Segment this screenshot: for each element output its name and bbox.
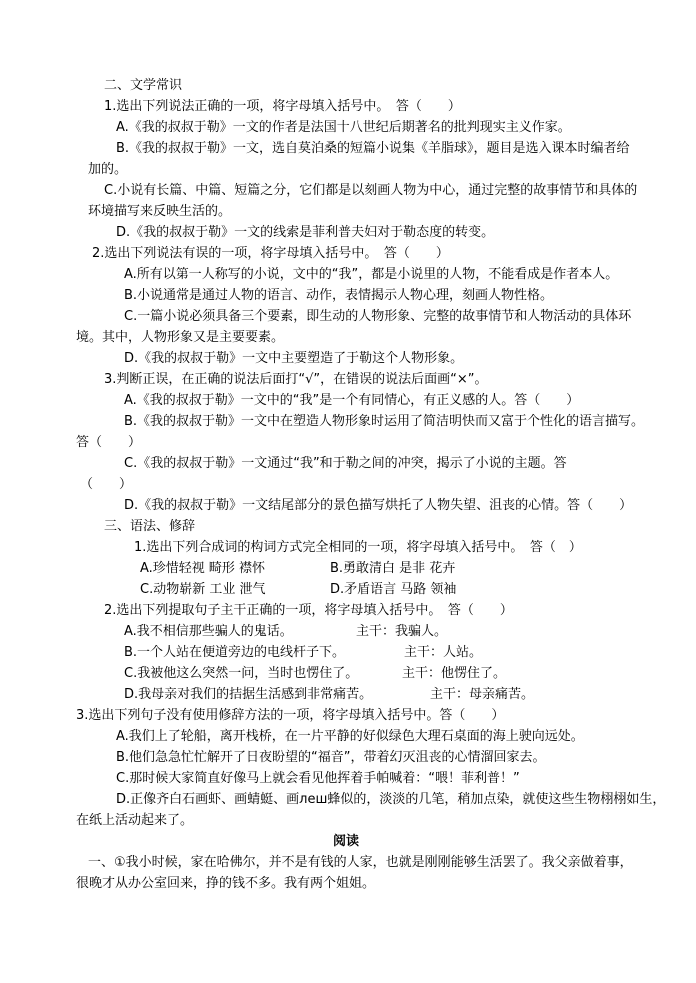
q2-2-stem: 2.选出下列说法有误的一项，将字母填入括号中。 答（ ） xyxy=(92,246,449,261)
q3-2-option-c-main: 主干：他愣住了。 xyxy=(402,666,507,681)
q2-1-option-b: B.《我的叔叔于勒》一文，选自莫泊桑的短篇小说集《羊脂球》，题目是选入课本时编者给 xyxy=(116,141,630,156)
q3-2-option-a: A.我不相信那些骗人的鬼话。 xyxy=(124,624,293,639)
q2-3-option-b-cont: 答（ ） xyxy=(76,435,142,450)
q2-1-option-a: A.《我的叔叔于勒》一文的作者是法国十八世纪后期著名的批判现实主义作家。 xyxy=(116,120,571,135)
q2-2-option-d: D.《我的叔叔于勒》一文中主要塑造了于勒这个人物形象。 xyxy=(124,351,464,366)
section-3-title: 三、语法、修辞 xyxy=(104,519,196,534)
q2-3-option-b: B.《我的叔叔于勒》一文中在塑造人物形象时运用了简洁明快而又富于个性化的语言描写。 xyxy=(124,414,645,429)
section-2-title: 二、文学常识 xyxy=(104,78,183,93)
q3-1-option-d: D.矛盾语言 马路 领袖 xyxy=(330,582,457,597)
q3-2-option-b: B.一个人站在便道旁边的电线杆子下。 xyxy=(124,645,346,660)
q2-1-option-d: D.《我的叔叔于勒》一文的线索是菲利普夫妇对于勒态度的转变。 xyxy=(116,225,495,240)
q2-2-option-b: B.小说通常是通过人物的语言、动作，表情揭示人物心理，刻画人物性格。 xyxy=(124,288,554,303)
q3-2-option-c: C.我被他这么突然一问，当时也愣住了。 xyxy=(124,666,359,681)
q3-1-option-c: C.动物崭新 工业 泄气 xyxy=(140,582,266,597)
q2-3-option-c-cont: （ ） xyxy=(80,477,133,492)
q2-2-option-c-cont: 境。其中，人物形象又是主要要素。 xyxy=(76,330,285,345)
q3-1-stem: 1.选出下列合成词的构词方式完全相同的一项，将字母填入括号中。 答（ ） xyxy=(134,540,582,555)
reading-paragraph-1-cont: 很晚才从办公室回来，挣的钱不多。我有两个姐姐。 xyxy=(76,876,376,891)
q2-3-option-c: C.《我的叔叔于勒》一文通过“我”和于勒之间的冲突，揭示了小说的主题。答 xyxy=(124,456,567,471)
q3-2-option-b-main: 主干：人站。 xyxy=(404,645,483,660)
q3-1-option-b: B.勇敢清白 是非 花卉 xyxy=(330,561,456,576)
q2-1-option-b-cont: 加的。 xyxy=(88,162,128,177)
q3-2-option-d: D.我母亲对我们的拮据生活感到非常痛苦。 xyxy=(124,687,373,702)
q2-3-option-a: A.《我的叔叔于勒》一文中的“我”是一个有同情心，有正义感的人。答（ ） xyxy=(124,393,580,408)
q3-3-option-c: C.那时候大家简直好像马上就会看见他挥着手帕喊着：“喂！菲利普！” xyxy=(116,771,520,786)
q3-3-option-d-cont: 在纸上活动起来了。 xyxy=(76,813,194,828)
q2-1-option-c-cont: 环境描写来反映生活的。 xyxy=(88,204,232,219)
q3-2-option-a-main: 主干：我骗人。 xyxy=(356,624,448,639)
q3-1-option-a: A.珍惜轻视 畸形 襟怀 xyxy=(140,561,266,576)
q3-2-stem: 2.选出下列提取句子主干正确的一项，将字母填入括号中。 答（ ） xyxy=(104,603,513,618)
q2-2-option-c: C.一篇小说必须具备三个要素，即生动的人物形象、完整的故事情节和人物活动的具体环 xyxy=(124,309,632,324)
q3-3-option-b: B.他们急急忙忙解开了日夜盼望的“福音”，带着幻灭沮丧的心情溜回家去。 xyxy=(116,750,546,765)
reading-paragraph-1: 一、①我小时候，家在哈佛尔，并不是有钱的人家，也就是刚刚能够生活罢了。我父亲做着事， xyxy=(88,855,633,870)
q2-2-option-a: A.所有以第一人称写的小说，文中的“我”，都是小说里的人物，不能看成是作者本人。 xyxy=(124,267,619,282)
q3-3-stem: 3.选出下列句子没有使用修辞方法的一项，将字母填入括号中。答（ ） xyxy=(76,708,505,723)
q2-1-option-c: C.小说有长篇、中篇、短篇之分，它们都是以刻画人物为中心，通过完整的故事情节和具体的 xyxy=(104,183,638,198)
q3-3-option-a: A.我们上了轮船，离开栈桥，在一片平静的好似绿色大理石桌面的海上驶向远处。 xyxy=(116,729,584,744)
q3-3-option-d: D.正像齐白石画虾、画蜻蜓、画леш蜂似的，淡淡的几笔，稍加点染，就使这些生物栩栩如生， xyxy=(116,792,666,807)
q3-2-option-d-main: 主干：母亲痛苦。 xyxy=(430,687,535,702)
q2-3-stem: 3.判断正误，在正确的说法后面打“√”，在错误的说法后面画“×”。 xyxy=(104,372,488,387)
q2-1-stem: 1.选出下列说法正确的一项，将字母填入括号中。 答（ ） xyxy=(104,99,461,114)
reading-title: 阅读 xyxy=(333,834,360,849)
q2-3-option-d: D.《我的叔叔于勒》一文结尾部分的景色描写烘托了人物失望、沮丧的心情。答（ ） xyxy=(124,498,633,513)
